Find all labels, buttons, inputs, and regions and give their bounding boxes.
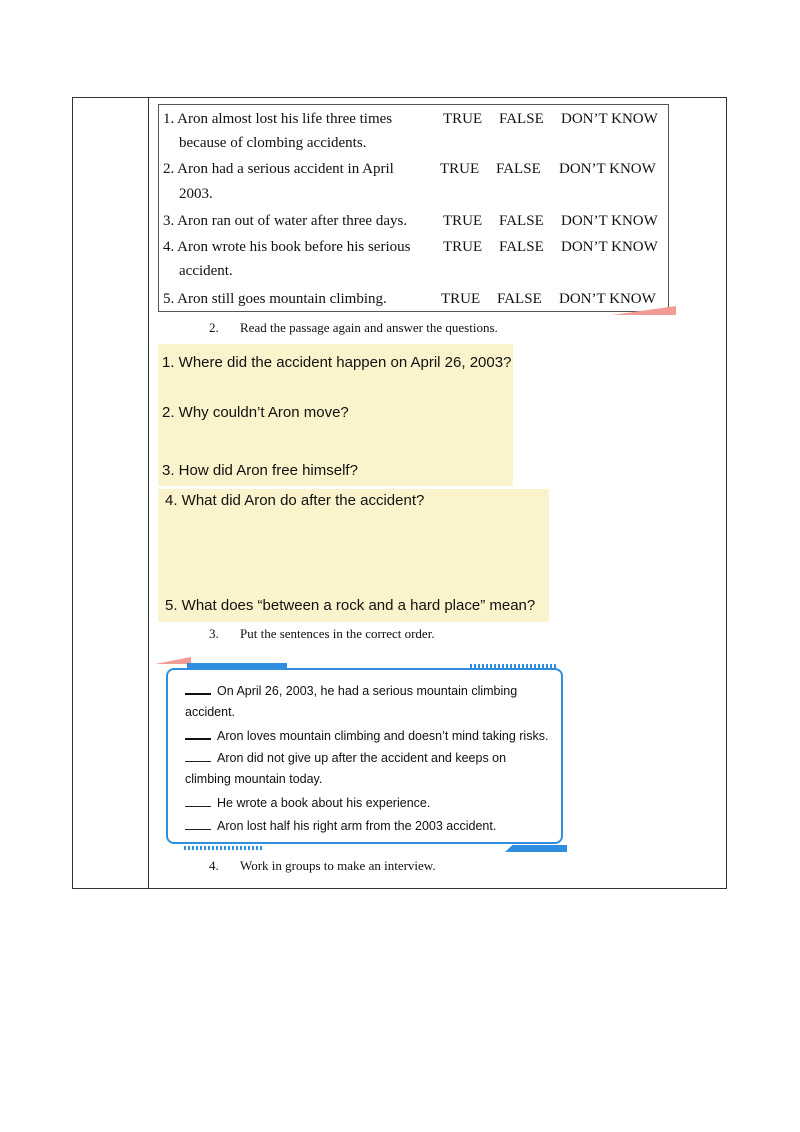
statement-line: 3. Aron ran out of water after three days. [163,213,408,229]
statement-line: 5. Aron still goes mountain climbing. [163,291,387,307]
statement-line: 2003. [179,186,213,202]
option-dont-know[interactable]: DON’T KNOW [561,239,658,255]
ordering-item-3-cont: climbing mountain today. [185,772,323,786]
statement-line: 2. Aron had a serious accident in April [163,161,394,177]
column-divider [148,97,149,889]
order-blank[interactable] [185,726,211,740]
option-true[interactable]: TRUE [441,291,481,307]
ordering-text: He wrote a book about his experience. [217,796,431,810]
ordering-text: Aron lost half his right arm from the 2003 accident. [217,819,497,833]
question-1: 1. Where did the accident happen on April 26, 2003? [162,354,512,371]
order-blank[interactable] [185,681,211,695]
option-dont-know[interactable]: DON’T KNOW [559,291,656,307]
order-blank[interactable] [185,794,211,807]
option-true[interactable]: TRUE [443,213,483,229]
ordering-item-1 [185,681,517,700]
order-blank[interactable] [185,749,211,762]
instruction-text: Put the sentences in the correct order. [240,626,435,641]
instruction-number: 4. [209,858,219,873]
ordering-text: On April 26, 2003, he had a serious mountain climbing [217,684,518,698]
decorative-bar [187,663,287,669]
option-false[interactable]: FALSE [496,161,541,177]
decorative-dots [184,846,264,850]
question-2: 2. Why couldn’t Aron move? [162,404,349,421]
ordering-item-5 [185,817,496,835]
decorative-dots [470,664,556,668]
instruction-2 [209,319,498,337]
ordering-item-3 [185,749,506,767]
instruction-number: 3. [209,626,219,641]
ordering-text: Aron did not give up after the accident and keeps on [217,751,507,765]
statement-line: 4. Aron wrote his book before his serious [163,239,411,255]
option-true[interactable]: TRUE [443,111,483,127]
instruction-4 [209,857,436,875]
option-false[interactable]: FALSE [497,291,542,307]
instruction-number: 2. [209,320,219,335]
statement-line: because of clombing accidents. [179,135,367,151]
statement-line: accident. [179,263,233,279]
option-true[interactable]: TRUE [443,239,483,255]
instruction-text: Work in groups to make an interview. [240,858,436,873]
option-dont-know[interactable]: DON’T KNOW [561,111,658,127]
option-false[interactable]: FALSE [499,239,544,255]
instruction-text: Read the passage again and answer the questions. [240,320,498,335]
ordering-text: Aron loves mountain climbing and doesn’t mind taking risks. [217,729,549,743]
ordering-item-4 [185,794,430,812]
order-blank[interactable] [185,817,211,830]
statement-line: 1. Aron almost lost his life three times [163,111,393,127]
question-5: 5. What does “between a rock and a hard place” mean? [165,597,536,614]
decorative-bar [505,845,567,852]
option-true[interactable]: TRUE [440,161,480,177]
option-dont-know[interactable]: DON’T KNOW [559,161,656,177]
option-false[interactable]: FALSE [499,111,544,127]
option-dont-know[interactable]: DON’T KNOW [561,213,658,229]
question-3: 3. How did Aron free himself? [162,462,358,479]
question-4: 4. What did Aron do after the accident? [165,492,425,509]
option-false[interactable]: FALSE [499,213,544,229]
instruction-3 [209,625,435,643]
ordering-item-2 [185,726,548,745]
ordering-item-1-cont: accident. [185,705,236,719]
